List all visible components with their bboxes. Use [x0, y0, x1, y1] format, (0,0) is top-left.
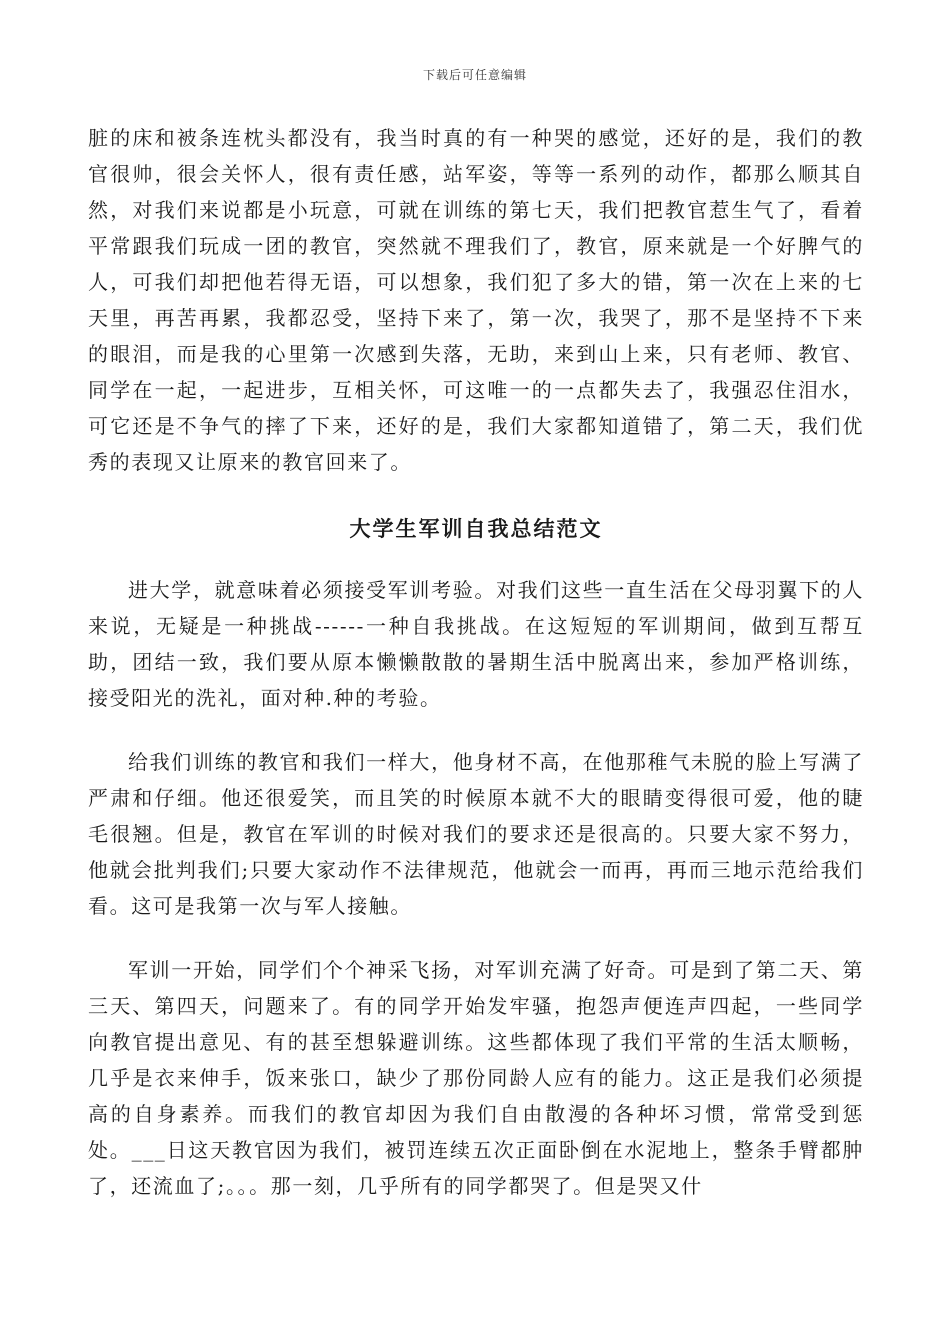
document-body — [88, 120, 864, 1204]
paragraph-1: 进大学，就意味着必须接受军训考验。对我们这些一直生活在父母羽翼下的人来说，无疑是一种挑战------一种自我挑战。在这短短的军训期间，做到互帮互助，团结一致，我们要从原本懒懒散散的暑期生活中脱离出来，参加严格训练，接受阳光的洗礼，面对种.种的考验。 — [88, 578, 864, 710]
paragraph-3: 军训一开始，同学们个个神采飞扬，对军训充满了好奇。可是到了第二天、第三天、第四天，问题来了。有的同学开始发牢骚，抱怨声便连声四起，一些同学向教官提出意见、有的甚至想躲避训练。这些都体现了我们平常的生活太顺畅，几乎是衣来伸手，饭来张口，缺少了那份同龄人应有的能力。这正是我们必须提高的自身素养。而我们的教官却因为我们自由散漫的各种坏习惯，常常受到惩处。___日这天教官因为我们，被罚连续五次正面卧倒在水泥地上，整条手臂都肿了，还流血了;。。。那一刻，几乎所有的同学都哭了。但是哭又什 — [88, 958, 864, 1198]
section-title: 大学生军训自我总结范文 — [349, 516, 603, 541]
page-header: 下载后可任意编辑 — [422, 68, 527, 82]
paragraph-2: 给我们训练的教官和我们一样大，他身材不高，在他那稚气未脱的脸上写满了严肃和仔细。他还很爱笑，而且笑的时候原本就不大的眼睛变得很可爱，他的睫毛很翘。但是，教官在军训的时候对我们的要求还是很高的。只要大家不努力，他就会批判我们;只要大家动作不法律规范，他就会一而再，再而三地示范给我们看。这可是我第一次与军人接触。 — [88, 750, 864, 918]
paragraph-continued: 脏的床和被条连枕头都没有，我当时真的有一种哭的感觉，还好的是，我们的教官很帅，很会关怀人，很有责任感，站军姿，等等一系列的动作，都那么顺其自然，对我们来说都是小玩意，可就在训练的第七天，我们把教官惹生气了，看着平常跟我们玩成一团的教官，突然就不理我们了，教官，原来就是一个好脾气的人，可我们却把他若得无语，可以想象，我们犯了多大的错，第一次在上来的七天里，再苦再累，我都忍受，坚持下来了，第一次，我哭了，那不是坚持不下来的眼泪，而是我的心里第一次感到失落，无助，来到山上来，只有老师、教官、同学在一起，一起进步，互相关怀，可这唯一的一点都失去了，我强忍住泪水，可它还是不争气的摔了下来，还好的是，我们大家都知道错了，第二天，我们优秀的表现又让原来的教官回来了。 — [88, 126, 864, 474]
